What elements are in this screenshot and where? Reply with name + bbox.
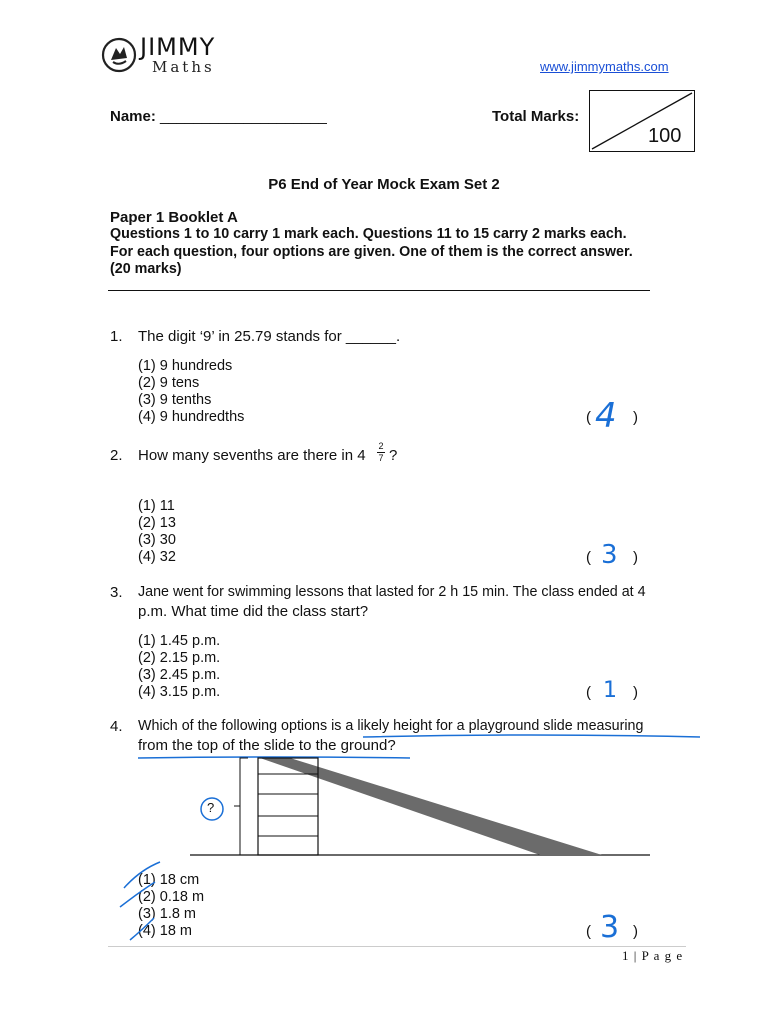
question-4-number: 4.	[110, 718, 123, 735]
exam-title: P6 End of Year Mock Exam Set 2	[268, 176, 500, 193]
question-4-answer[interactable]: 3	[600, 910, 620, 945]
question-3-answer-open: (	[586, 684, 591, 701]
logo-subtitle: Maths	[152, 58, 215, 76]
logo-title: JIMMY	[140, 33, 216, 61]
question-4-answer-close: )	[633, 923, 638, 940]
question-4-option-1: (1) 18 cm	[138, 872, 200, 888]
question-4-option-3: (3) 1.8 m	[138, 906, 197, 922]
question-3-option-3: (3) 2.45 p.m.	[138, 667, 221, 683]
height-label: ?	[207, 800, 215, 815]
footer-divider	[108, 946, 686, 947]
name-blank[interactable]: ____________________	[160, 108, 327, 125]
question-1-text: The digit ‘9’ in 25.79 stands for ______.	[138, 328, 401, 345]
question-2-option-2: (2) 13	[138, 515, 176, 531]
fraction-denominator: 7	[378, 453, 384, 463]
question-3-option-1: (1) 1.45 p.m.	[138, 633, 221, 649]
question-1-option-4: (4) 9 hundredths	[138, 409, 245, 425]
name-label: Name:	[110, 108, 156, 125]
question-4-text-line-2: from the top of the slide to the ground?	[138, 737, 396, 754]
question-1-answer[interactable]: 4	[595, 396, 617, 436]
question-2-number: 2.	[110, 447, 123, 464]
question-3-answer[interactable]: 1	[603, 678, 617, 703]
instruction-line-3: (20 marks)	[110, 261, 182, 277]
question-1-answer-open: (	[586, 409, 591, 426]
question-2-option-3: (3) 30	[138, 532, 176, 548]
question-2-option-4: (4) 32	[138, 549, 176, 565]
fraction-numerator: 2	[378, 441, 384, 451]
question-2-option-1: (1) 11	[138, 498, 175, 514]
question-3-option-4: (4) 3.15 p.m.	[138, 684, 221, 700]
question-4-option-4: (4) 18 m	[138, 923, 192, 939]
question-3-option-2: (2) 2.15 p.m.	[138, 650, 221, 666]
question-4-option-2: (2) 0.18 m	[138, 889, 205, 905]
question-3-answer-close: )	[633, 684, 638, 701]
question-2-text-end: ?	[389, 447, 398, 464]
question-3-text-line-1: Jane went for swimming lessons that lasted for 2 h 15 min. The class ended at 4	[138, 584, 646, 600]
total-marks-label: Total Marks:	[492, 108, 580, 125]
question-1-answer-close: )	[633, 409, 638, 426]
total-marks-value: 100	[648, 125, 682, 147]
question-2-answer-close: )	[633, 549, 638, 566]
question-1-option-1: (1) 9 hundreds	[138, 358, 233, 374]
question-4-answer-open: (	[586, 923, 591, 940]
question-2-text: How many sevenths are there in 4	[138, 447, 366, 464]
question-3-text-line-2: p.m. What time did the class start?	[138, 603, 369, 620]
question-1-number: 1.	[110, 328, 123, 345]
website-link[interactable]: www.jimmymaths.com	[540, 59, 669, 74]
question-4-text-line-1: Which of the following options is a likely height for a playground slide measuring	[138, 718, 644, 734]
instruction-line-2: For each question, four options are given. One of them is the correct answer.	[110, 244, 633, 260]
paper-heading: Paper 1 Booklet A	[110, 209, 238, 226]
question-2-answer[interactable]: 3	[601, 540, 618, 570]
question-1-option-2: (2) 9 tens	[138, 375, 200, 391]
page-number: 1 | P a g e	[622, 948, 684, 963]
question-1-option-3: (3) 9 tenths	[138, 392, 212, 408]
instruction-line-1: Questions 1 to 10 carry 1 mark each. Questions 11 to 15 carry 2 marks each.	[110, 226, 627, 242]
question-3-number: 3.	[110, 584, 123, 601]
question-2-answer-open: (	[586, 549, 591, 566]
